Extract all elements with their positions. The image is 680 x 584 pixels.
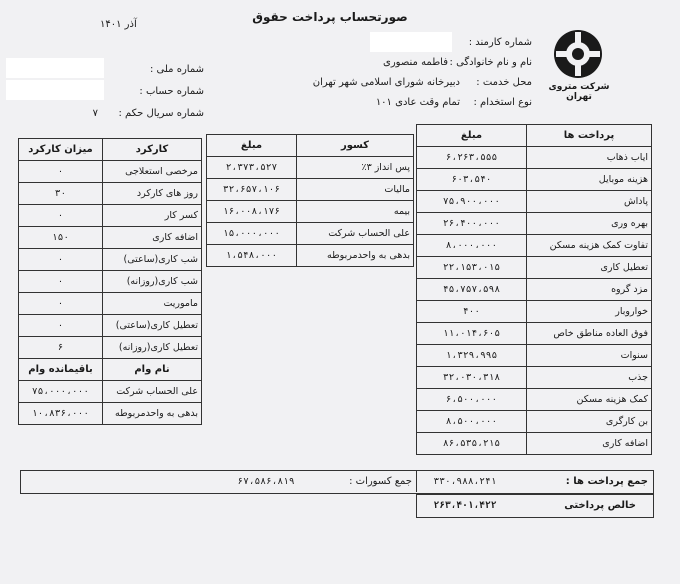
deductions-header-name: کسور [297, 135, 414, 157]
logo-caption: شرکت متروی تهران [548, 82, 610, 102]
payment-value: ۷۵،۹۰۰،۰۰۰ [417, 191, 527, 213]
payment-value: ۲۲،۱۵۳،۰۱۵ [417, 257, 527, 279]
payment-name: مزد گروه [527, 279, 652, 301]
work-value: ۰ [19, 271, 103, 293]
payment-value: ۶۰۳،۵۴۰ [417, 169, 527, 191]
payment-value: ۴۰۰ [417, 301, 527, 323]
work-value: ۰ [19, 161, 103, 183]
payment-row [417, 147, 652, 169]
payment-name: تعطیل کاری [527, 257, 652, 279]
work-row [19, 249, 202, 271]
payment-row [417, 169, 652, 191]
total-deductions-label: جمع کسورات : [349, 476, 412, 487]
loans-header-value: باقیمانده وام [19, 359, 103, 381]
work-value: ۰ [19, 249, 103, 271]
deduction-row [207, 179, 414, 201]
work-row [19, 315, 202, 337]
workplace-value: دبیرخانه شورای اسلامی شهر تهران [312, 77, 460, 88]
deduction-value: ۲،۳۷۳،۵۲۷ [207, 157, 297, 179]
deduction-value: ۱۵،۰۰۰،۰۰۰ [207, 223, 297, 245]
payment-row [417, 433, 652, 455]
payment-row [417, 411, 652, 433]
account-label: شماره حساب : [139, 86, 204, 97]
name-label: نام و نام خانوادگی : [449, 57, 532, 68]
payment-row [417, 235, 652, 257]
payment-name: هزینه موبایل [527, 169, 652, 191]
payment-name: بهره وری [527, 213, 652, 235]
work-value: ۱۵۰ [19, 227, 103, 249]
serial-value: ۷ [92, 108, 98, 119]
work-name: کسر کار [103, 205, 202, 227]
deduction-value: ۳۲،۶۵۷،۱۰۶ [207, 179, 297, 201]
work-name: مرخصی استعلاجی [103, 161, 202, 183]
employee-no-label: شماره کارمند : [468, 37, 532, 48]
payment-name: خواروبار [527, 301, 652, 323]
payment-value: ۸۶،۵۳۵،۲۱۵ [417, 433, 527, 455]
loan-name: بدهی به واحدمربوطه [103, 403, 202, 425]
payment-row [417, 257, 652, 279]
payment-value: ۶،۵۰۰،۰۰۰ [417, 389, 527, 411]
deduction-name: علی الحساب شرکت [297, 223, 414, 245]
payment-name: بن کارگری [527, 411, 652, 433]
payment-name: پاداش [527, 191, 652, 213]
workplace-label: محل خدمت : [476, 77, 532, 88]
payment-value: ۱،۳۲۹،۹۹۵ [417, 345, 527, 367]
payment-value: ۶،۲۶۳،۵۵۵ [417, 147, 527, 169]
work-row [19, 161, 202, 183]
work-row [19, 337, 202, 359]
payment-name: تفاوت کمک هزینه مسکن [527, 235, 652, 257]
payment-row [417, 323, 652, 345]
deductions-rows [207, 157, 414, 267]
total-deductions-value: ۶۷،۵۸۶،۸۱۹ [237, 476, 295, 487]
redacted-account-no [6, 80, 104, 100]
payment-name: سنوات [527, 345, 652, 367]
net-pay-label: خالص پرداختی [564, 500, 636, 511]
redacted-employee-no [370, 32, 452, 52]
deduction-name: بدهی به واحدمربوطه [297, 245, 414, 267]
metro-logo-icon [552, 28, 604, 80]
loan-value: ۷۵،۰۰۰،۰۰۰ [19, 381, 103, 403]
deductions-header-amount: مبلغ [207, 135, 297, 157]
payment-value: ۱۱،۰۱۴،۶۰۵ [417, 323, 527, 345]
work-header-name: کارکرد [103, 139, 202, 161]
net-pay-value: ۲۶۳،۴۰۱،۴۲۲ [433, 500, 497, 511]
page-title: صورتحساب پرداخت حقوق [252, 10, 408, 24]
deduction-row [207, 201, 414, 223]
work-value: ۳۰ [19, 183, 103, 205]
serial-label: شماره سریال حکم : [118, 108, 204, 119]
totals-row [20, 470, 654, 494]
payment-value: ۴۵،۷۵۷،۵۹۸ [417, 279, 527, 301]
work-name: اضافه کاری [103, 227, 202, 249]
total-payments-label: جمع پرداخت ها : [565, 476, 648, 487]
name-value: فاطمه منصوری [383, 57, 448, 68]
payment-value: ۳۲،۰۳۰،۳۱۸ [417, 367, 527, 389]
payments-header-name: پرداخت ها [527, 125, 652, 147]
deduction-row [207, 245, 414, 267]
payment-name: کمک هزینه مسکن [527, 389, 652, 411]
deduction-name: مالیات [297, 179, 414, 201]
work-rows [19, 161, 202, 359]
deduction-name: پس انداز ۳٪ [297, 157, 414, 179]
deduction-row [207, 157, 414, 179]
work-row [19, 205, 202, 227]
payment-row [417, 213, 652, 235]
work-name: ماموریت [103, 293, 202, 315]
deduction-value: ۱۶،۰۰۸،۱۷۶ [207, 201, 297, 223]
national-id-label: شماره ملی : [149, 64, 204, 75]
payment-value: ۸،۰۰۰،۰۰۰ [417, 235, 527, 257]
employment-type-value: تمام وقت عادی ۱۰۱ [375, 97, 460, 108]
payment-name: فوق العاده مناطق خاص [527, 323, 652, 345]
payments-table [416, 124, 652, 455]
work-row [19, 293, 202, 315]
payment-row [417, 191, 652, 213]
employment-type-label: نوع استخدام : [473, 97, 532, 108]
deductions-table [206, 134, 414, 267]
payment-row [417, 301, 652, 323]
payment-value: ۸،۵۰۰،۰۰۰ [417, 411, 527, 433]
loan-row [19, 381, 202, 403]
loan-row [19, 403, 202, 425]
payment-value: ۲۶،۴۰۰،۰۰۰ [417, 213, 527, 235]
work-row [19, 183, 202, 205]
payment-name: ایاب ذهاب [527, 147, 652, 169]
work-table [18, 138, 202, 425]
loans-rows [19, 381, 202, 425]
deduction-value: ۱،۵۴۸،۰۰۰ [207, 245, 297, 267]
work-value: ۰ [19, 315, 103, 337]
work-row [19, 271, 202, 293]
deduction-name: بیمه [297, 201, 414, 223]
work-name: تعطیل کاری(روزانه) [103, 337, 202, 359]
payment-row [417, 367, 652, 389]
work-header-value: میزان کارکرد [19, 139, 103, 161]
payment-row [417, 345, 652, 367]
loan-name: علی الحساب شرکت [103, 381, 202, 403]
pay-period-date: آذر ۱۴۰۱ [100, 19, 137, 30]
payment-row [417, 389, 652, 411]
loans-header-name: نام وام [103, 359, 202, 381]
redacted-national-id [6, 58, 104, 78]
work-name: روز های کارکرد [103, 183, 202, 205]
total-payments-value: ۳۳۰،۹۸۸،۲۴۱ [433, 476, 497, 487]
payments-header-amount: مبلغ [417, 125, 527, 147]
deduction-row [207, 223, 414, 245]
payments-rows [417, 147, 652, 455]
work-name: شب کاری(روزانه) [103, 271, 202, 293]
work-value: ۶ [19, 337, 103, 359]
work-row [19, 227, 202, 249]
work-name: شب کاری(ساعتی) [103, 249, 202, 271]
totals-divider [416, 470, 417, 492]
work-value: ۰ [19, 205, 103, 227]
payment-name: جذب [527, 367, 652, 389]
work-name: تعطیل کاری(ساعتی) [103, 315, 202, 337]
loan-value: ۱۰،۸۳۶،۰۰۰ [19, 403, 103, 425]
payment-name: اضافه کاری [527, 433, 652, 455]
payment-row [417, 279, 652, 301]
work-value: ۰ [19, 293, 103, 315]
